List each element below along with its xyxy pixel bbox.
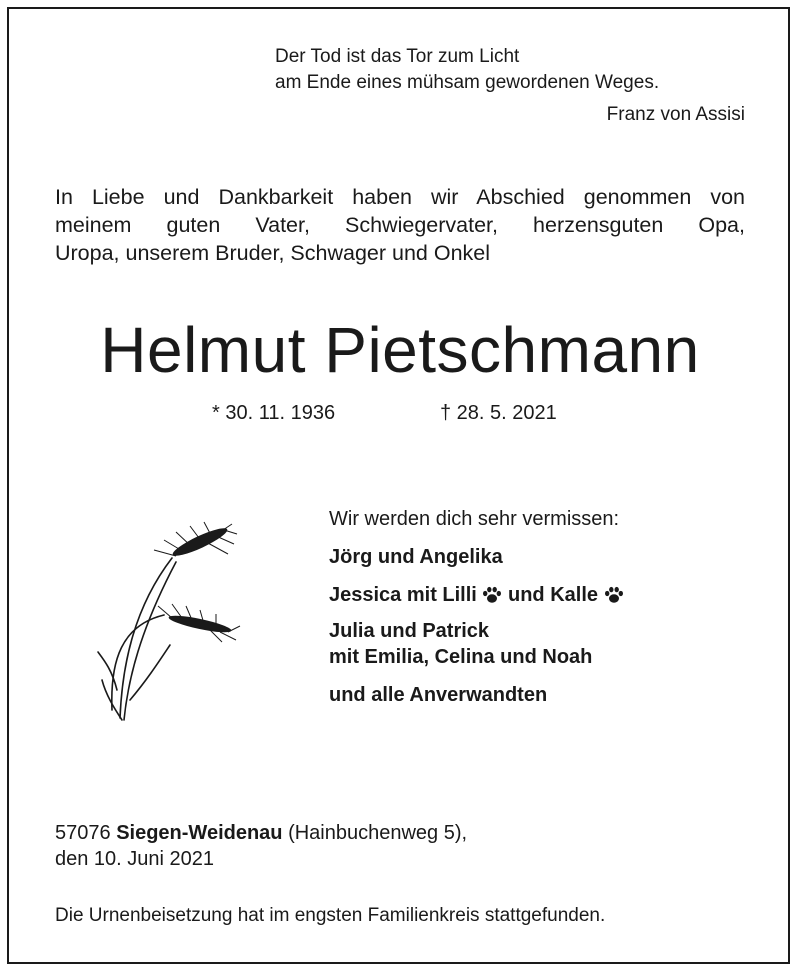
address-block bbox=[55, 820, 467, 872]
quote-line: Der Tod ist das Tor zum Licht bbox=[275, 46, 520, 67]
quote-line: am Ende eines mühsam gewordenen Weges. bbox=[275, 72, 660, 93]
mourner-family: und alle Anverwandten bbox=[329, 684, 548, 706]
intro-line: meinem guten Vater, Schwiegervater, herzensguten Opa, bbox=[55, 213, 745, 237]
paw-icon bbox=[482, 586, 502, 604]
address-date: den 10. Juni 2021 bbox=[55, 848, 215, 870]
mourner-family: mit Emilia, Celina und Noah bbox=[329, 646, 593, 668]
intro-line: Uropa, unserem Bruder, Schwager und Onkel bbox=[55, 241, 491, 265]
postal-code: 57076 bbox=[55, 822, 111, 844]
mourner-family: Julia und Patrick bbox=[329, 620, 490, 642]
quote-author: Franz von Assisi bbox=[606, 104, 745, 125]
paw-icon bbox=[604, 586, 624, 604]
street: (Hainbuchenweg 5), bbox=[288, 822, 468, 844]
city: Siegen-Weidenau bbox=[116, 822, 283, 844]
quote-block bbox=[275, 44, 745, 128]
mourner-name: und Kalle bbox=[507, 584, 598, 606]
mourner-family bbox=[329, 582, 749, 608]
mourner-family: Jörg und Angelika bbox=[329, 546, 503, 568]
deceased-name: Helmut Pietschmann bbox=[100, 314, 700, 386]
death-date: † 28. 5. 2021 bbox=[440, 402, 557, 424]
birth-date: * 30. 11. 1936 bbox=[212, 402, 336, 424]
intro-text bbox=[55, 183, 745, 267]
burial-note: Die Urnenbeisetzung hat im engsten Familienkreis stattgefunden. bbox=[55, 905, 606, 926]
intro-line: In Liebe und Dankbarkeit haben wir Abschied genommen von bbox=[55, 185, 745, 209]
mourner-name: Jessica mit Lilli bbox=[329, 584, 477, 606]
mourners-list bbox=[329, 506, 749, 708]
mourners-intro: Wir werden dich sehr vermissen: bbox=[329, 508, 620, 530]
address-line bbox=[55, 820, 467, 846]
wheat-ears-icon bbox=[92, 520, 242, 725]
